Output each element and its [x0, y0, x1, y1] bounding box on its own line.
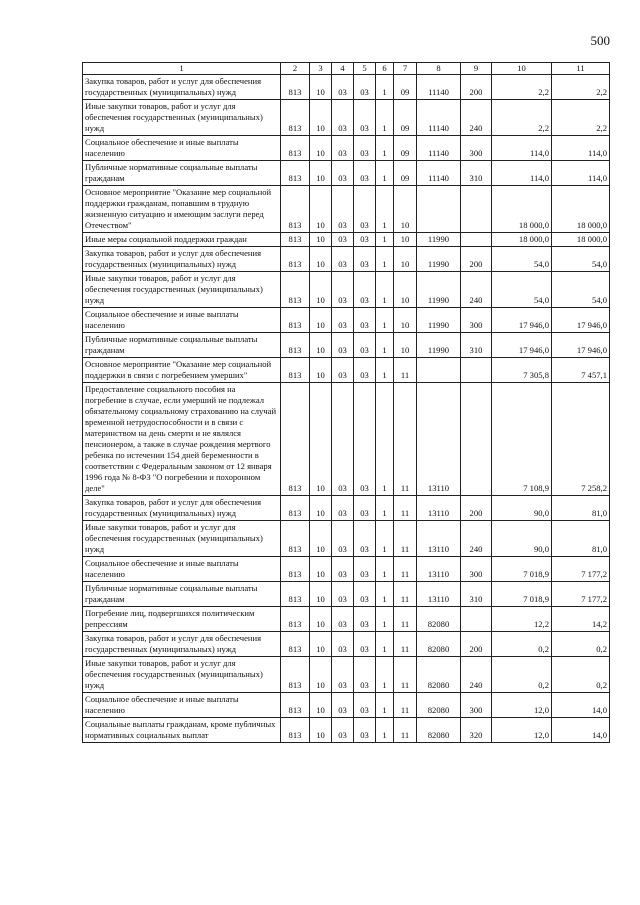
header-row: [83, 63, 610, 75]
cell-c2: 813: [281, 718, 310, 743]
cell-c10: 17 946,0: [492, 308, 552, 333]
row-name-cell: Публичные нормативные социальные выплаты гражданам: [83, 333, 281, 358]
cell-c5: 03: [354, 521, 376, 557]
cell-c4: 03: [332, 136, 354, 161]
cell-c11: 18 000,0: [552, 233, 610, 247]
cell-c5: 03: [354, 75, 376, 100]
cell-c2: 813: [281, 272, 310, 308]
cell-c7: 11: [394, 693, 417, 718]
cell-c5: 03: [354, 718, 376, 743]
column-header: 10: [492, 63, 552, 75]
cell-c7: 11: [394, 718, 417, 743]
cell-c9: 200: [461, 632, 492, 657]
cell-c6: 1: [376, 632, 394, 657]
cell-c10: 0,2: [492, 657, 552, 693]
row-name-cell: Предоставление социального пособия на погребение в случае, если умерший не подлежал обязательному социальному страхованию на случай временной нетрудоспособности и в связи с материнством на день смерти и не являлся пенсионером, а также в случае рождения мертвого ребенка по истечении 154 дней беременности в соответствии с Федеральным законом от 12 января 1996 года № 8-ФЗ "О погребении и похоронном деле": [83, 383, 281, 496]
cell-c5: 03: [354, 247, 376, 272]
cell-c11: 0,2: [552, 657, 610, 693]
table-row: [83, 557, 610, 582]
cell-c8: 82080: [417, 693, 461, 718]
cell-c11: 7 457,1: [552, 358, 610, 383]
row-name-cell: Социальное обеспечение и иные выплаты населению: [83, 557, 281, 582]
cell-c9: 310: [461, 333, 492, 358]
table-row: [83, 383, 610, 496]
cell-c5: 03: [354, 607, 376, 632]
table-row: [83, 582, 610, 607]
cell-c6: 1: [376, 136, 394, 161]
cell-c3: 10: [310, 582, 332, 607]
cell-c11: 54,0: [552, 272, 610, 308]
cell-c2: 813: [281, 308, 310, 333]
cell-c8: 11140: [417, 161, 461, 186]
cell-c7: 09: [394, 75, 417, 100]
cell-c6: 1: [376, 233, 394, 247]
cell-c8: 82080: [417, 657, 461, 693]
cell-c4: 03: [332, 272, 354, 308]
cell-c5: 03: [354, 632, 376, 657]
row-name-cell: Закупка товаров, работ и услуг для обеспечения государственных (муниципальных) нужд: [83, 496, 281, 521]
column-header: 3: [310, 63, 332, 75]
column-header: 9: [461, 63, 492, 75]
cell-c9: 200: [461, 75, 492, 100]
table-row: [83, 632, 610, 657]
cell-c3: 10: [310, 718, 332, 743]
cell-c7: 11: [394, 521, 417, 557]
cell-c7: 10: [394, 272, 417, 308]
cell-c5: 03: [354, 333, 376, 358]
table-row: [83, 496, 610, 521]
cell-c11: 14,0: [552, 718, 610, 743]
cell-c4: 03: [332, 582, 354, 607]
table-row: [83, 233, 610, 247]
cell-c7: 09: [394, 136, 417, 161]
cell-c4: 03: [332, 186, 354, 233]
cell-c11: 0,2: [552, 632, 610, 657]
cell-c4: 03: [332, 75, 354, 100]
table-row: [83, 247, 610, 272]
cell-c10: 12,0: [492, 718, 552, 743]
cell-c10: 7 018,9: [492, 557, 552, 582]
cell-c7: 11: [394, 358, 417, 383]
cell-c6: 1: [376, 186, 394, 233]
cell-c5: 03: [354, 557, 376, 582]
cell-c6: 1: [376, 100, 394, 136]
cell-c4: 03: [332, 607, 354, 632]
cell-c10: 54,0: [492, 272, 552, 308]
table-row: [83, 100, 610, 136]
cell-c7: 10: [394, 186, 417, 233]
table-row: [83, 657, 610, 693]
cell-c9: [461, 233, 492, 247]
cell-c4: 03: [332, 557, 354, 582]
budget-table: [82, 62, 610, 743]
cell-c6: 1: [376, 75, 394, 100]
cell-c10: 7 108,9: [492, 383, 552, 496]
cell-c8: 11990: [417, 233, 461, 247]
cell-c2: 813: [281, 136, 310, 161]
cell-c7: 11: [394, 582, 417, 607]
cell-c9: [461, 607, 492, 632]
cell-c11: 81,0: [552, 521, 610, 557]
cell-c5: 03: [354, 136, 376, 161]
cell-c5: 03: [354, 358, 376, 383]
cell-c10: 7 305,8: [492, 358, 552, 383]
cell-c10: 2,2: [492, 100, 552, 136]
cell-c9: 300: [461, 557, 492, 582]
cell-c11: 17 946,0: [552, 333, 610, 358]
cell-c7: 11: [394, 557, 417, 582]
row-name-cell: Публичные нормативные социальные выплаты гражданам: [83, 161, 281, 186]
row-name-cell: Иные закупки товаров, работ и услуг для обеспечения государственных (муниципальных) нужд: [83, 272, 281, 308]
cell-c10: 17 946,0: [492, 333, 552, 358]
cell-c2: 813: [281, 632, 310, 657]
cell-c5: 03: [354, 161, 376, 186]
cell-c8: 13110: [417, 557, 461, 582]
cell-c4: 03: [332, 657, 354, 693]
row-name-cell: Иные меры социальной поддержки граждан: [83, 233, 281, 247]
cell-c3: 10: [310, 358, 332, 383]
cell-c5: 03: [354, 272, 376, 308]
cell-c11: 114,0: [552, 161, 610, 186]
cell-c5: 03: [354, 100, 376, 136]
cell-c11: 14,0: [552, 693, 610, 718]
table-row: [83, 718, 610, 743]
cell-c4: 03: [332, 521, 354, 557]
table-row: [83, 161, 610, 186]
row-name-cell: Основное мероприятие "Оказание мер социальной поддержки в связи с погребением умерших": [83, 358, 281, 383]
cell-c5: 03: [354, 233, 376, 247]
cell-c11: 18 000,0: [552, 186, 610, 233]
column-header: 2: [281, 63, 310, 75]
cell-c3: 10: [310, 247, 332, 272]
cell-c10: 2,2: [492, 75, 552, 100]
cell-c2: 813: [281, 100, 310, 136]
cell-c11: 114,0: [552, 136, 610, 161]
cell-c11: 2,2: [552, 75, 610, 100]
cell-c7: 10: [394, 247, 417, 272]
cell-c3: 10: [310, 75, 332, 100]
cell-c4: 03: [332, 383, 354, 496]
table-row: [83, 308, 610, 333]
cell-c11: 17 946,0: [552, 308, 610, 333]
cell-c9: 240: [461, 521, 492, 557]
cell-c3: 10: [310, 136, 332, 161]
cell-c3: 10: [310, 693, 332, 718]
cell-c3: 10: [310, 333, 332, 358]
cell-c8: 82080: [417, 718, 461, 743]
cell-c7: 09: [394, 161, 417, 186]
cell-c6: 1: [376, 247, 394, 272]
cell-c4: 03: [332, 632, 354, 657]
cell-c2: 813: [281, 383, 310, 496]
cell-c9: 240: [461, 272, 492, 308]
cell-c9: 240: [461, 100, 492, 136]
cell-c6: 1: [376, 272, 394, 308]
cell-c9: 300: [461, 136, 492, 161]
cell-c11: 7 177,2: [552, 557, 610, 582]
row-name-cell: Публичные нормативные социальные выплаты гражданам: [83, 582, 281, 607]
cell-c4: 03: [332, 233, 354, 247]
cell-c9: [461, 186, 492, 233]
row-name-cell: Социальное обеспечение и иные выплаты населению: [83, 136, 281, 161]
cell-c2: 813: [281, 521, 310, 557]
column-header: 8: [417, 63, 461, 75]
cell-c7: 11: [394, 496, 417, 521]
cell-c7: 11: [394, 607, 417, 632]
cell-c8: 13110: [417, 582, 461, 607]
cell-c8: 11990: [417, 333, 461, 358]
cell-c3: 10: [310, 186, 332, 233]
row-name-cell: Закупка товаров, работ и услуг для обеспечения государственных (муниципальных) нужд: [83, 247, 281, 272]
cell-c4: 03: [332, 358, 354, 383]
cell-c5: 03: [354, 496, 376, 521]
cell-c9: 200: [461, 247, 492, 272]
cell-c5: 03: [354, 693, 376, 718]
cell-c9: [461, 358, 492, 383]
column-header: 11: [552, 63, 610, 75]
page-number: 500: [590, 33, 610, 48]
table-body: [83, 75, 610, 743]
cell-c11: 81,0: [552, 496, 610, 521]
table-row: [83, 607, 610, 632]
cell-c9: 320: [461, 718, 492, 743]
cell-c3: 10: [310, 607, 332, 632]
cell-c5: 03: [354, 657, 376, 693]
table-row: [83, 272, 610, 308]
cell-c5: 03: [354, 383, 376, 496]
cell-c6: 1: [376, 657, 394, 693]
cell-c4: 03: [332, 496, 354, 521]
cell-c3: 10: [310, 657, 332, 693]
row-name-cell: Закупка товаров, работ и услуг для обеспечения государственных (муниципальных) нужд: [83, 632, 281, 657]
cell-c9: 240: [461, 657, 492, 693]
cell-c3: 10: [310, 233, 332, 247]
cell-c4: 03: [332, 693, 354, 718]
cell-c6: 1: [376, 521, 394, 557]
cell-c9: 310: [461, 161, 492, 186]
cell-c11: 2,2: [552, 100, 610, 136]
cell-c2: 813: [281, 358, 310, 383]
cell-c7: 11: [394, 632, 417, 657]
cell-c8: 11990: [417, 272, 461, 308]
cell-c6: 1: [376, 308, 394, 333]
cell-c8: 13110: [417, 496, 461, 521]
table-row: [83, 521, 610, 557]
cell-c2: 813: [281, 496, 310, 521]
row-name-cell: Иные закупки товаров, работ и услуг для обеспечения государственных (муниципальных) нужд: [83, 657, 281, 693]
row-name-cell: Иные закупки товаров, работ и услуг для обеспечения государственных (муниципальных) нужд: [83, 521, 281, 557]
cell-c6: 1: [376, 358, 394, 383]
cell-c6: 1: [376, 582, 394, 607]
row-name-cell: Погребение лиц, подвергшихся политическим репрессиям: [83, 607, 281, 632]
cell-c2: 813: [281, 693, 310, 718]
cell-c8: 11140: [417, 136, 461, 161]
cell-c9: [461, 383, 492, 496]
cell-c2: 813: [281, 582, 310, 607]
cell-c10: 90,0: [492, 521, 552, 557]
cell-c7: 11: [394, 383, 417, 496]
cell-c10: 90,0: [492, 496, 552, 521]
cell-c9: 300: [461, 308, 492, 333]
cell-c11: 14,2: [552, 607, 610, 632]
cell-c3: 10: [310, 100, 332, 136]
cell-c8: 11990: [417, 247, 461, 272]
cell-c4: 03: [332, 333, 354, 358]
cell-c2: 813: [281, 75, 310, 100]
cell-c7: 10: [394, 308, 417, 333]
cell-c8: 13110: [417, 521, 461, 557]
cell-c11: 7 177,2: [552, 582, 610, 607]
table-row: [83, 75, 610, 100]
cell-c8: 11140: [417, 75, 461, 100]
table-row: [83, 358, 610, 383]
cell-c10: 12,2: [492, 607, 552, 632]
table-row: [83, 333, 610, 358]
cell-c3: 10: [310, 557, 332, 582]
cell-c3: 10: [310, 496, 332, 521]
cell-c9: 300: [461, 693, 492, 718]
cell-c2: 813: [281, 557, 310, 582]
cell-c2: 813: [281, 607, 310, 632]
cell-c11: 7 258,2: [552, 383, 610, 496]
cell-c5: 03: [354, 308, 376, 333]
cell-c3: 10: [310, 521, 332, 557]
cell-c3: 10: [310, 272, 332, 308]
column-header: 5: [354, 63, 376, 75]
cell-c5: 03: [354, 582, 376, 607]
cell-c8: 82080: [417, 632, 461, 657]
cell-c3: 10: [310, 383, 332, 496]
cell-c6: 1: [376, 557, 394, 582]
cell-c4: 03: [332, 718, 354, 743]
column-header: 6: [376, 63, 394, 75]
cell-c6: 1: [376, 333, 394, 358]
cell-c11: 54,0: [552, 247, 610, 272]
row-name-cell: Иные закупки товаров, работ и услуг для обеспечения государственных (муниципальных) нужд: [83, 100, 281, 136]
cell-c6: 1: [376, 718, 394, 743]
cell-c3: 10: [310, 308, 332, 333]
cell-c2: 813: [281, 333, 310, 358]
cell-c10: 18 000,0: [492, 233, 552, 247]
row-name-cell: Социальное обеспечение и иные выплаты населению: [83, 693, 281, 718]
cell-c10: 114,0: [492, 136, 552, 161]
column-header: 7: [394, 63, 417, 75]
cell-c6: 1: [376, 496, 394, 521]
cell-c10: 7 018,9: [492, 582, 552, 607]
cell-c2: 813: [281, 247, 310, 272]
cell-c8: [417, 358, 461, 383]
table-row: [83, 136, 610, 161]
cell-c10: 18 000,0: [492, 186, 552, 233]
cell-c7: 10: [394, 233, 417, 247]
cell-c3: 10: [310, 161, 332, 186]
cell-c4: 03: [332, 100, 354, 136]
cell-c5: 03: [354, 186, 376, 233]
cell-c9: 200: [461, 496, 492, 521]
cell-c10: 114,0: [492, 161, 552, 186]
cell-c8: 11990: [417, 308, 461, 333]
row-name-cell: Социальные выплаты гражданам, кроме публичных нормативных социальных выплат: [83, 718, 281, 743]
cell-c2: 813: [281, 161, 310, 186]
cell-c10: 0,2: [492, 632, 552, 657]
cell-c2: 813: [281, 233, 310, 247]
cell-c2: 813: [281, 186, 310, 233]
cell-c8: 13110: [417, 383, 461, 496]
cell-c8: 82080: [417, 607, 461, 632]
cell-c3: 10: [310, 632, 332, 657]
row-name-cell: Основное мероприятие "Оказание мер социальной поддержки гражданам, попавшим в трудную жизненную ситуацию и имеющим заслуги перед Отечеством": [83, 186, 281, 233]
cell-c6: 1: [376, 383, 394, 496]
cell-c4: 03: [332, 247, 354, 272]
cell-c10: 54,0: [492, 247, 552, 272]
cell-c4: 03: [332, 308, 354, 333]
cell-c8: 11140: [417, 100, 461, 136]
cell-c9: 310: [461, 582, 492, 607]
cell-c7: 10: [394, 333, 417, 358]
cell-c7: 11: [394, 657, 417, 693]
table-row: [83, 693, 610, 718]
cell-c6: 1: [376, 693, 394, 718]
row-name-cell: Закупка товаров, работ и услуг для обеспечения государственных (муниципальных) нужд: [83, 75, 281, 100]
cell-c6: 1: [376, 607, 394, 632]
column-header: 1: [83, 63, 281, 75]
cell-c4: 03: [332, 161, 354, 186]
column-header: 4: [332, 63, 354, 75]
cell-c7: 09: [394, 100, 417, 136]
cell-c10: 12,0: [492, 693, 552, 718]
table-row: [83, 186, 610, 233]
cell-c8: [417, 186, 461, 233]
cell-c2: 813: [281, 657, 310, 693]
cell-c6: 1: [376, 161, 394, 186]
row-name-cell: Социальное обеспечение и иные выплаты населению: [83, 308, 281, 333]
